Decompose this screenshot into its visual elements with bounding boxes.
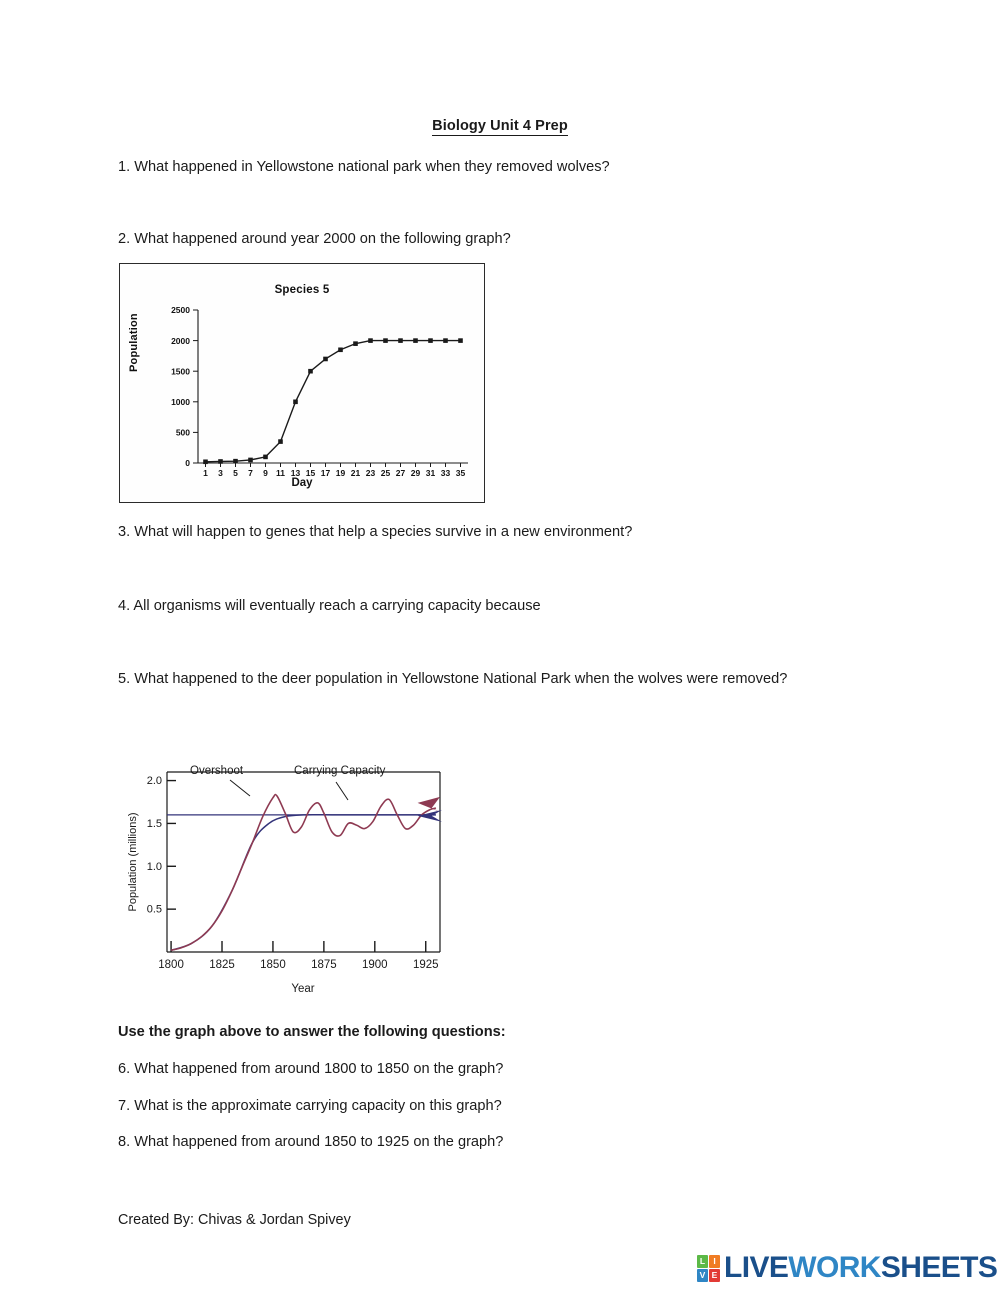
cc-ylabel: Population (millions) [127, 812, 139, 912]
svg-text:31: 31 [425, 468, 436, 478]
svg-text:3: 3 [218, 468, 223, 478]
svg-text:23: 23 [365, 468, 376, 478]
svg-text:25: 25 [380, 468, 391, 478]
question-5: 5. What happened to the deer population in Yellowstone National Park when the wolves were removed? [118, 671, 788, 687]
species5-data-line [206, 341, 461, 462]
svg-text:7: 7 [248, 468, 253, 478]
species5-y-ticks [171, 305, 198, 468]
page-title-text: Biology Unit 4 Prep [432, 118, 568, 134]
svg-text:1825: 1825 [209, 959, 235, 971]
page-title [0, 118, 1000, 134]
svg-text:1500: 1500 [171, 366, 190, 377]
annotation-overshoot: Overshoot [190, 765, 244, 777]
svg-text:21: 21 [350, 468, 361, 478]
figure-species5-xlabel: Day [291, 477, 313, 489]
figure-carrying-capacity-plot [122, 752, 458, 1000]
svg-text:17: 17 [320, 468, 331, 478]
liveworksheets-logo-tiles [697, 1255, 720, 1282]
question-2: 2. What happened around year 2000 on the following graph? [118, 231, 511, 247]
cc-xlabel: Year [291, 983, 315, 995]
cc-y-ticks [147, 775, 176, 916]
figure-species5-ylabel: Population [128, 313, 140, 372]
svg-text:27: 27 [395, 468, 406, 478]
svg-text:1875: 1875 [311, 959, 337, 971]
cc-x-ticks [158, 941, 438, 971]
svg-text:19: 19 [335, 468, 346, 478]
svg-text:0: 0 [185, 458, 190, 469]
capacity-leader-line [336, 782, 348, 800]
figure-species5-plot [120, 264, 486, 504]
svg-text:2500: 2500 [171, 305, 190, 316]
logo-tile-e: E [709, 1269, 720, 1282]
liveworksheets-wordmark [724, 1253, 997, 1283]
logo-word-sheets: SHEETS [880, 1251, 998, 1284]
cc-logistic-curve [171, 815, 436, 951]
credit-line: Created By: Chivas & Jordan Spivey [118, 1212, 351, 1228]
cc-arrowhead-navy [418, 810, 442, 822]
svg-text:35: 35 [455, 468, 466, 478]
question-4: 4. All organisms will eventually reach a carrying capacity because [118, 598, 541, 614]
logo-tile-v: V [697, 1269, 708, 1282]
svg-text:1925: 1925 [412, 959, 439, 971]
overshoot-leader-line [230, 780, 250, 796]
svg-text:1000: 1000 [171, 397, 190, 407]
cc-population-curve [171, 795, 436, 951]
species5-axes [198, 310, 468, 463]
question-3: 3. What will happen to genes that help a species survive in a new environment? [118, 524, 633, 540]
svg-text:2000: 2000 [171, 335, 190, 346]
logo-tile-l: L [697, 1255, 708, 1268]
figure-carrying-capacity [122, 752, 458, 1000]
liveworksheets-logo[interactable] [697, 1249, 997, 1287]
svg-text:1.0: 1.0 [146, 860, 162, 873]
svg-text:1900: 1900 [362, 959, 388, 971]
figure-species5 [119, 263, 485, 503]
svg-text:0.5: 0.5 [146, 903, 162, 916]
species5-data-markers [203, 338, 463, 464]
logo-tile-i: I [709, 1255, 720, 1268]
question-1: 1. What happened in Yellowstone national park when they removed wolves? [118, 159, 610, 175]
svg-text:1: 1 [203, 468, 208, 478]
annotation-carrying-capacity: Carrying Capacity [294, 765, 386, 777]
question-8: 8. What happened from around 1850 to 1925 on the graph? [118, 1134, 504, 1150]
svg-text:500: 500 [175, 427, 190, 438]
svg-text:2.0: 2.0 [146, 775, 162, 788]
question-6: 6. What happened from around 1800 to 1850 on the graph? [118, 1061, 504, 1077]
logo-word-work: WORK [788, 1251, 881, 1284]
svg-text:9: 9 [263, 468, 268, 478]
use-graph-instruction: Use the graph above to answer the following questions: [118, 1024, 506, 1040]
svg-text:5: 5 [233, 468, 238, 478]
cc-frame [167, 772, 440, 952]
species5-x-ticks [203, 463, 465, 478]
figure-species5-title: Species 5 [274, 284, 330, 296]
logo-word-live: LIVE [724, 1251, 789, 1284]
svg-text:15: 15 [305, 468, 316, 478]
svg-text:1850: 1850 [260, 959, 286, 971]
svg-text:1.5: 1.5 [146, 818, 162, 831]
question-7: 7. What is the approximate carrying capacity on this graph? [118, 1098, 502, 1114]
svg-text:29: 29 [410, 468, 421, 478]
svg-text:11: 11 [276, 468, 285, 478]
svg-text:33: 33 [440, 468, 451, 478]
svg-text:13: 13 [290, 468, 301, 478]
svg-text:1800: 1800 [158, 959, 184, 971]
